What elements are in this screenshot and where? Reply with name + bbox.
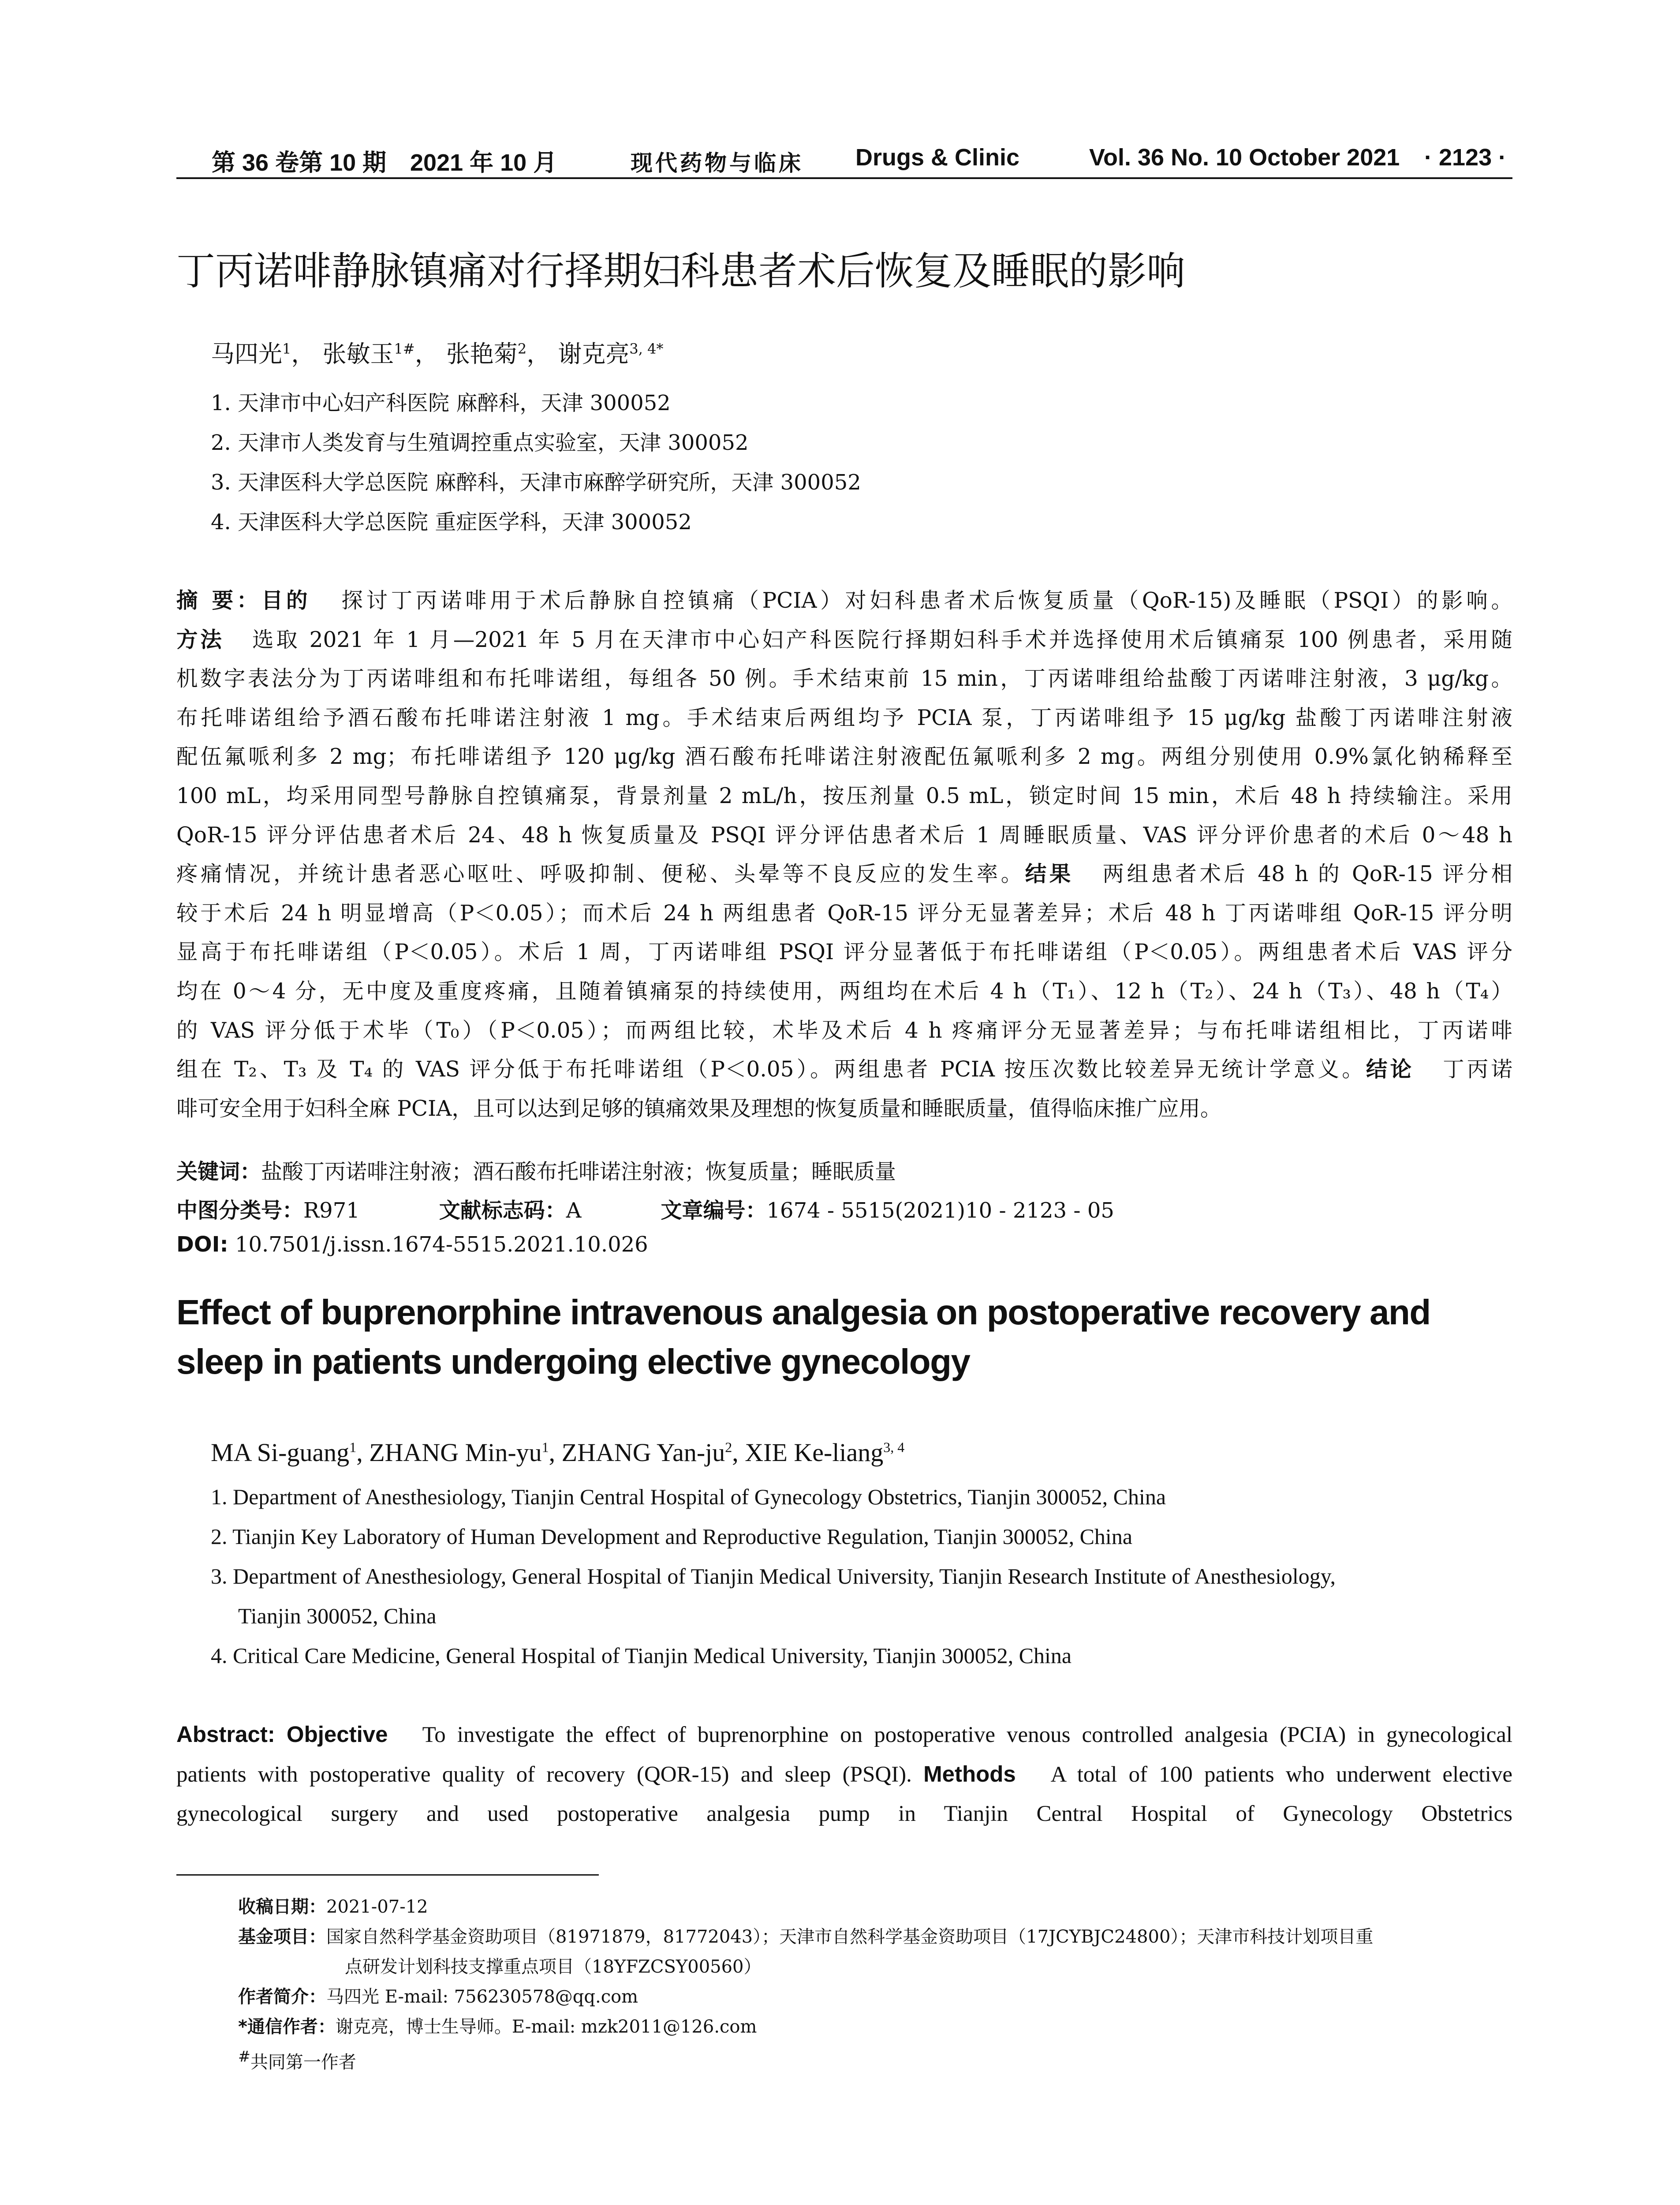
abstract-line: 布托啡诺组给予酒石酸布托啡诺注射液 1 mg。手术结束后两组均予 PCIA 泵，丁丙诺啡组予 15 μg/kg 盐酸丁丙诺啡注射液 (176, 705, 1512, 730)
cn-affiliation: 2. 天津市人类发育与生殖调控重点实验室，天津 300052 (211, 430, 749, 455)
date-cn: 2021 年 10 月 (410, 149, 557, 176)
abstract-line: 均在 0～4 分，无中度及重度疼痛，且随着镇痛泵的持续使用，两组均在术后 4 h（T₁）、12 h（T₂）、24 h（T₃）、48 h（T₄） (176, 979, 1512, 1004)
author-name: MA Si-guang (211, 1438, 350, 1467)
author-name: 谢克亮 (558, 340, 630, 368)
cn-affiliation: 4. 天津医科大学总医院 重症医学科，天津 300052 (211, 510, 692, 534)
methods-label: 方法 (176, 627, 224, 652)
issue-cn: 第 36 卷第 10 期 (212, 149, 387, 176)
article-no-label: 文章编号： (661, 1198, 767, 1223)
author-name: ZHANG Yan-ju (561, 1438, 725, 1467)
received-note (238, 1892, 1512, 1922)
footnotes (238, 1892, 1512, 2077)
cn-authors: 马四光$^1$， 张敏玉$^{1\#}$， 张艳菊$^2$， 谢克亮$^{3, 4*}$ (211, 340, 664, 368)
en-affiliation: 1. Department of Anesthesiology, Tianjin Central Hospital of Gynecology Obstetrics, Tianjin 300052, China (211, 1484, 1166, 1509)
en-affiliation: 2. Tianjin Key Laboratory of Human Development and Reproductive Regulation, Tianjin 300052, China (211, 1524, 1133, 1549)
cofirst-note (238, 2042, 1512, 2077)
cn-affiliation: 1. 天津市中心妇产科医院 麻醉科，天津 300052 (211, 391, 671, 415)
abstract-text: 丁丙诺 (1443, 1057, 1512, 1082)
received-label: 收稿日期： (238, 1897, 326, 1917)
author-sup: 2 (517, 340, 527, 357)
corr-text: 谢克亮，博士生导师。E-mail: mzk2011@126.com (335, 2017, 757, 2037)
author-text: 马四光 E-mail: 756230578@qq.com (326, 1987, 638, 2007)
author-sup: 2 (725, 1439, 732, 1455)
author-label: 作者简介： (238, 1987, 326, 2007)
author-sup: 3, 4* (629, 340, 664, 357)
abstract-label: Abstract: (176, 1722, 275, 1747)
abstract-line (176, 620, 1512, 660)
abstract-text: A total of 100 patients who underwent elective (1050, 1762, 1512, 1787)
corr-label: *通信作者： (238, 2017, 336, 2037)
abstract-line (176, 581, 1512, 620)
results-label: 结果 (1025, 862, 1074, 887)
cn-title: 丁丙诺啡静脉镇痛对行择期妇科患者术后恢复及睡眠的影响 (176, 248, 1186, 294)
fund-note (238, 1922, 1512, 1952)
page-number: · 2123 · (1424, 144, 1507, 171)
abstract-line: 显高于布托啡诺组（P＜0.05）。术后 1 周，丁丙诺啡组 PSQI 评分显著低于布托啡诺组（P＜0.05）。两组患者术后 VAS 评分 (176, 940, 1512, 965)
author-name: ZHANG Min-yu (369, 1438, 542, 1467)
doi-line (176, 1232, 648, 1257)
article-no-value: 1674 - 5515(2021)10 - 2123 - 05 (766, 1198, 1114, 1223)
cn-abstract (176, 581, 1512, 1128)
en-affiliation: Tianjin 300052, China (238, 1603, 437, 1628)
en-title (176, 1288, 1512, 1387)
author-sup: 1 (541, 1439, 549, 1455)
classification-line (176, 1193, 1114, 1224)
author-name: 张敏玉 (322, 340, 394, 368)
keywords-text: 盐酸丁丙诺啡注射液；酒石酸布托啡诺注射液；恢复质量；睡眠质量 (261, 1159, 896, 1184)
abstract-line: 啡可安全用于妇科全麻 PCIA，且可以达到足够的镇痛效果及理想的恢复质量和睡眠质量，值得临床推广应用。 (176, 1096, 1222, 1121)
en-affiliation: 3. Department of Anesthesiology, General Hospital of Tianjin Medical University, Tianjin Research Institute of Anesthesiology, (211, 1564, 1336, 1588)
en-abstract (176, 1715, 1512, 1834)
fund-text: 国家自然科学基金资助项目（81971879，81772043）；天津市自然科学基金资助项目（17JCYBJC24800）；天津市科技计划项目重 (326, 1927, 1374, 1947)
header-rule (176, 177, 1512, 179)
abstract-line: 的 VAS 评分低于术毕（T₀）（P＜0.05）；而两组比较，术毕及术后 4 h 疼痛评分无显著差异；与布托啡诺组相比，丁丙诺啡 (176, 1018, 1512, 1043)
abstract-line (176, 1050, 1512, 1089)
issue-en: Vol. 36 No. 10 October 2021 (1089, 144, 1400, 171)
journal-en: Drugs & Clinic (855, 144, 1020, 171)
author-name: 马四光 (211, 340, 282, 368)
author-sup: 1 (349, 1439, 357, 1455)
cofirst-mark: # (238, 2048, 250, 2065)
abstract-label: 摘 要： (176, 588, 261, 613)
abstract-line: QoR-15 评分评估患者术后 24、48 h 恢复质量及 PSQI 评分评估患者术后 1 周睡眠质量、VAS 评分评价患者的术后 0～48 h (176, 822, 1512, 848)
fund-note-cont: 点研发计划科技支撑重点项目（18YFZCSY00560） (345, 1957, 762, 1977)
running-header (176, 140, 1512, 180)
abstract-line: gynecological surgery and used postoperative analgesia pump in Tianjin Central Hospital of Gynecology Obstetrics (176, 1801, 1512, 1826)
methods-label: Methods (923, 1761, 1016, 1786)
abstract-text: 疼痛情况，并统计患者恶心呕吐、呼吸抑制、便秘、头晕等不良反应的发生率。 (176, 862, 1025, 887)
en-authors: MA Si-guang$^1$, ZHANG Min-$yu^1$, ZHANG Yan-$ju^2$, XIE Ke-liang$^{3, 4}$ (211, 1438, 905, 1467)
abstract-line (176, 1754, 1512, 1794)
author-name: XIE Ke-liang (745, 1438, 884, 1467)
abstract-line: 机数字表法分为丁丙诺啡组和布托啡诺组，每组各 50 例。手术结束前 15 min，丁丙诺啡组给盐酸丁丙诺啡注射液，3 μg/kg。 (176, 666, 1512, 691)
author-sup: 3, 4 (883, 1439, 905, 1455)
corr-note (238, 2012, 1512, 2042)
author-sup: 1 (282, 340, 291, 357)
abstract-line (176, 855, 1512, 894)
author-name: 张艳菊 (446, 340, 518, 368)
abstract-line (176, 1715, 1512, 1754)
objective-label: 目的 (261, 588, 311, 613)
doccode-value: A (566, 1198, 582, 1223)
keywords-label: 关键词： (176, 1159, 261, 1184)
fund-label: 基金项目： (238, 1927, 326, 1947)
abstract-text: To investigate the effect of buprenorphine on postoperative venous controlled analgesia (PCIA) in gynecological (422, 1723, 1513, 1747)
abstract-text: 探讨丁丙诺啡用于术后静脉自控镇痛（PCIA）对妇科患者术后恢复质量（QoR-15)及睡眠（PSQI）的影响。 (341, 588, 1512, 613)
footnote-rule (176, 1874, 599, 1876)
abstract-text: patients with postoperative quality of recovery (QOR-15) and sleep (PSQI). (176, 1762, 912, 1787)
clc-value: R971 (303, 1198, 360, 1223)
abstract-text: 组在 T₂、T₃ 及 T₄ 的 VAS 评分低于布托啡诺组（P＜0.05）。两组患者 PCIA 按压次数比较差异无统计学意义。 (176, 1057, 1366, 1082)
en-affiliation: 4. Critical Care Medicine, General Hospital of Tianjin Medical University, Tianjin 300052, China (211, 1643, 1072, 1668)
abstract-text: 选取 2021 年 1 月—2021 年 5 月在天津市中心妇产科医院行择期妇科手术并选择使用术后镇痛泵 100 例患者，采用随 (252, 627, 1512, 652)
cofirst-text: 共同第一作者 (250, 2052, 356, 2073)
abstract-line: 100 mL，均采用同型号静脉自控镇痛泵，背景剂量 2 mL/h，按压剂量 0.5 mL，锁定时间 15 min，术后 48 h 持续输注。采用 (176, 783, 1512, 808)
clc-label: 中图分类号： (176, 1198, 304, 1223)
doccode-label: 文献标志码： (439, 1198, 566, 1223)
doi-value: 10.7501/j.issn.1674-5515.2021.10.026 (235, 1232, 648, 1257)
objective-label: Objective (286, 1722, 388, 1747)
author-sup: 1# (394, 340, 415, 357)
author-note (238, 1982, 1512, 2012)
abstract-text: 两组患者术后 48 h 的 QoR-15 评分相 (1102, 862, 1512, 887)
cn-affiliation: 3. 天津医科大学总医院 麻醉科，天津市麻醉学研究所，天津 300052 (211, 470, 861, 495)
abstract-line: 较于术后 24 h 明显增高（P＜0.05）；而术后 24 h 两组患者 QoR-15 评分无显著差异；术后 48 h 丁丙诺啡组 QoR-15 评分明 (176, 901, 1512, 926)
keywords (176, 1155, 896, 1185)
abstract-line: 配伍氟哌利多 2 mg；布托啡诺组予 120 μg/kg 酒石酸布托啡诺注射液配伍氟哌利多 2 mg。两组分别使用 0.9%氯化钠稀释至 (176, 744, 1512, 770)
journal-cn: 现代药物与临床 (631, 150, 803, 176)
en-title-line: Effect of buprenorphine intravenous analgesia on postoperative recovery and (176, 1293, 1430, 1332)
en-title-line: sleep in patients undergoing elective gynecology (176, 1342, 970, 1381)
doi-label: DOI: (176, 1232, 228, 1257)
conclusion-label: 结论 (1366, 1057, 1415, 1082)
received-date: 2021-07-12 (326, 1897, 428, 1917)
